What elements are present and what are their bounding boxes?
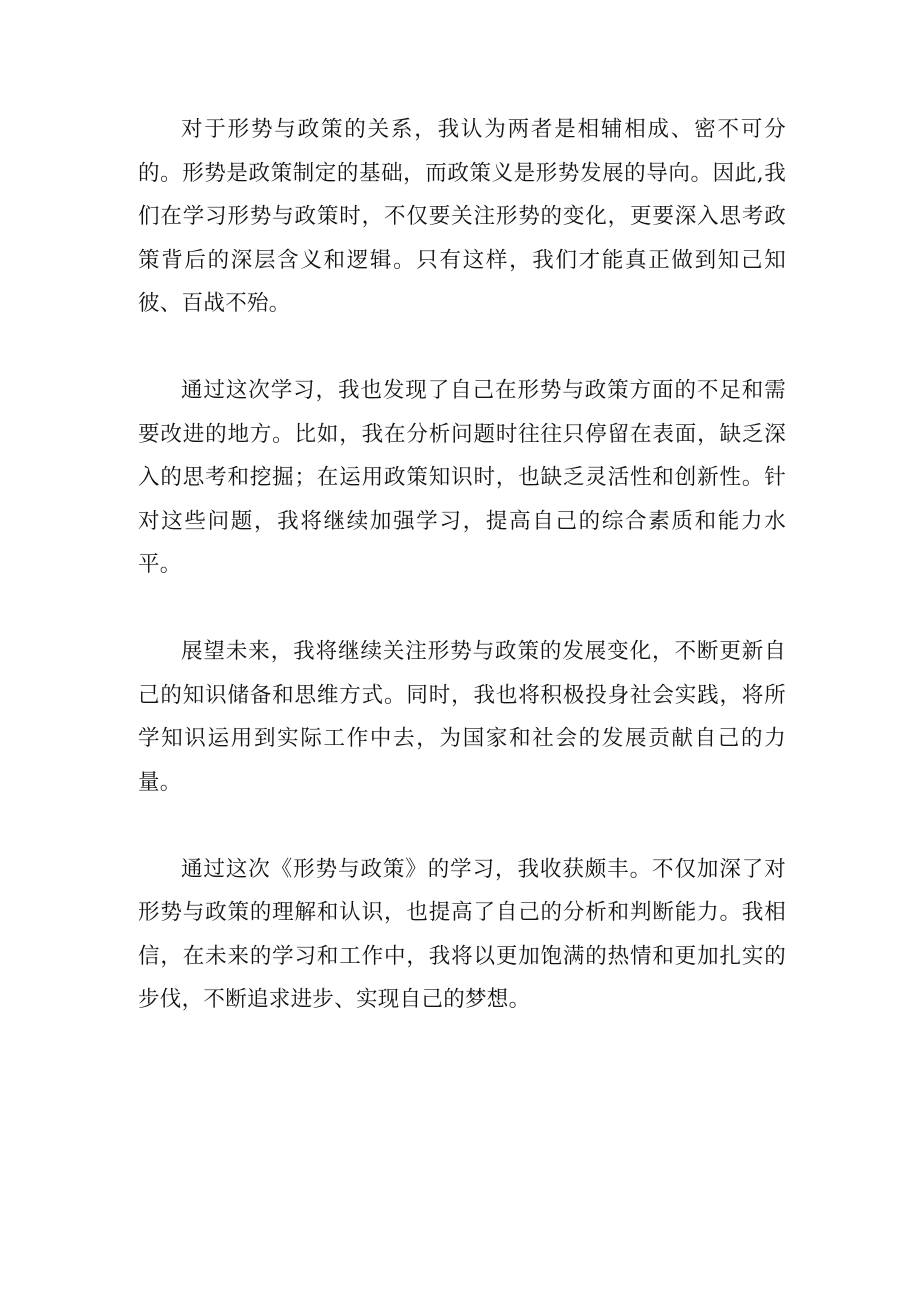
paragraph-4: 通过这次《形势与政策》的学习，我收获颇丰。不仅加深了对形势与政策的理解和认识，也提高了自己的分析和判断能力。我相信，在未来的学习和工作中，我将以更加饱满的热情和更加扎实的步伐，不断追求进步、实现自己的梦想。 xyxy=(138,856,786,1012)
paragraph-1: 对于形势与政策的关系，我认为两者是相辅相成、密不可分的。形势是政策制定的基础，而政策义是形势发展的导向。因此,我们在学习形势与政策时，不仅要关注形势的变化，更要深入思考政策背后的深层含义和逻辑。只有这样，我们才能真正做到知己知彼、百战不殆。 xyxy=(138,117,786,316)
paragraph-2: 通过这次学习，我也发现了自己在形势与政策方面的不足和需要改进的地方。比如，我在分析问题时往往只停留在表面，缺乏深入的思考和挖掘；在运用政策知识时，也缺乏灵活性和创新性。针对这些问题，我将继续加强学习，提高自己的综合素质和能力水平。 xyxy=(138,378,786,577)
document-body xyxy=(138,108,786,1022)
paragraph-3: 展望未来，我将继续关注形势与政策的发展变化，不断更新自己的知识储备和思维方式。同时，我也将积极投身社会实践，将所学知识运用到实际工作中去，为国家和社会的发展贡献自己的力量。 xyxy=(138,639,786,795)
